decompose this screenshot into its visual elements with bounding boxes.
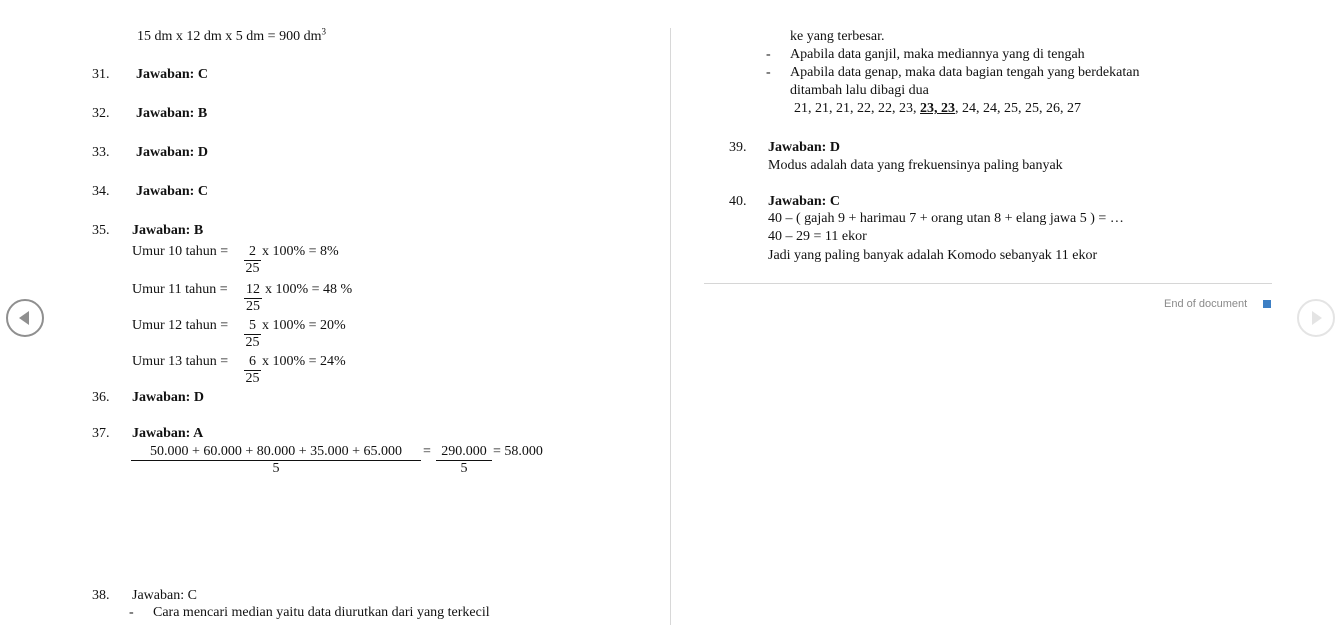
q39-answer: Jawaban: D xyxy=(768,140,840,155)
q32-answer: Jawaban: B xyxy=(136,106,208,121)
fraction-denominator: 25 xyxy=(246,299,260,314)
q35-row-result: x 100% = 8% xyxy=(262,244,339,259)
fraction-denominator: 5 xyxy=(460,461,468,476)
q37-equals: = xyxy=(423,444,431,459)
fraction-numerator: 5 xyxy=(244,318,261,335)
q40-answer: Jawaban: C xyxy=(768,194,840,209)
end-of-document-label: End of document xyxy=(1164,298,1248,310)
next-page-button[interactable] xyxy=(1297,299,1335,337)
q35-row-fraction xyxy=(244,282,262,315)
q35-row-fraction xyxy=(244,318,261,351)
median-continuation: ke yang terbesar. xyxy=(790,29,885,44)
q35-number: 35. xyxy=(92,223,110,238)
q40-line2: 40 – 29 = 11 ekor xyxy=(768,229,867,244)
fraction-numerator: 6 xyxy=(244,354,261,371)
bullet-dash: - xyxy=(766,65,771,80)
bullet-even-continuation: ditambah lalu dibagi dua xyxy=(790,83,929,98)
fraction-denominator: 25 xyxy=(245,335,260,350)
fraction-denominator: 25 xyxy=(245,261,260,276)
q38-number: 38. xyxy=(92,588,110,603)
q37-answer: Jawaban: A xyxy=(132,426,204,441)
q37-number: 37. xyxy=(92,426,110,441)
bullet-odd-text: Apabila data ganjil, maka mediannya yang di tengah xyxy=(790,47,1085,62)
q39-text: Modus adalah data yang frekuensinya paling banyak xyxy=(768,158,1063,173)
bullet-dash: - xyxy=(766,47,771,62)
fraction-numerator: 2 xyxy=(244,244,261,261)
q35-row-result: x 100% = 20% xyxy=(262,318,346,333)
page-divider xyxy=(670,28,671,625)
q40-line3: Jadi yang paling banyak adalah Komodo sebanyak 11 ekor xyxy=(768,248,1098,263)
fraction-numerator: 290.000 xyxy=(436,444,492,461)
q35-row-fraction xyxy=(244,244,261,277)
q38-text: Cara mencari median yaitu data diurutkan dari yang terkecil xyxy=(153,605,490,620)
q35-answer: Jawaban: B xyxy=(132,223,204,238)
q32-number: 32. xyxy=(92,106,110,121)
sequence-end: , 24, 24, 25, 25, 26, 27 xyxy=(955,101,1081,116)
fraction-denominator: 25 xyxy=(245,371,260,386)
q34-number: 34. xyxy=(92,184,110,199)
q37-total-fraction xyxy=(436,444,492,477)
q35-row-result: x 100% = 24% xyxy=(262,354,346,369)
q33-answer: Jawaban: D xyxy=(136,145,208,160)
q37-result: = 58.000 xyxy=(493,444,543,459)
q38-answer: Jawaban: C xyxy=(132,588,197,603)
sequence-start: 21, 21, 21, 22, 22, 23, xyxy=(794,101,920,116)
q36-number: 36. xyxy=(92,390,110,405)
triangle-right-icon xyxy=(1299,301,1333,335)
volume-exponent: 3 xyxy=(321,26,326,37)
q35-row-fraction xyxy=(244,354,261,387)
q31-answer: Jawaban: C xyxy=(136,67,208,82)
fraction-numerator: 12 xyxy=(246,282,260,297)
q37-sum-fraction xyxy=(131,444,421,477)
q35-row-label: Umur 12 tahun = xyxy=(132,318,229,333)
triangle-left-icon xyxy=(8,301,42,335)
q33-number: 33. xyxy=(92,145,110,160)
fraction-numerator: 50.000 + 60.000 + 80.000 + 35.000 + 65.000 xyxy=(131,444,421,461)
q38-bullet: - xyxy=(129,605,134,620)
bullet-even-text: Apabila data genap, maka data bagian tengah yang berdekatan xyxy=(790,65,1140,80)
end-divider xyxy=(704,283,1272,284)
volume-line xyxy=(137,26,326,45)
q35-row-label: Umur 11 tahun = xyxy=(132,282,228,297)
sequence-median: 23, 23 xyxy=(920,101,955,116)
q39-number: 39. xyxy=(729,140,747,155)
end-of-document-marker xyxy=(1263,300,1271,308)
q35-row-label: Umur 10 tahun = xyxy=(132,244,229,259)
q40-line1: 40 – ( gajah 9 + harimau 7 + orang utan 8 + elang jawa 5 ) = … xyxy=(768,211,1124,226)
q31-number: 31. xyxy=(92,67,110,82)
q40-number: 40. xyxy=(729,194,747,209)
q35-row-result: x 100% = 48 % xyxy=(265,282,353,297)
data-sequence xyxy=(794,101,1081,117)
q34-answer: Jawaban: C xyxy=(136,184,208,199)
q36-answer: Jawaban: D xyxy=(132,390,204,405)
previous-page-button[interactable] xyxy=(6,299,44,337)
fraction-denominator: 5 xyxy=(272,461,280,476)
volume-text: 15 dm x 12 dm x 5 dm = 900 dm xyxy=(137,29,322,44)
q35-row-label: Umur 13 tahun = xyxy=(132,354,229,369)
